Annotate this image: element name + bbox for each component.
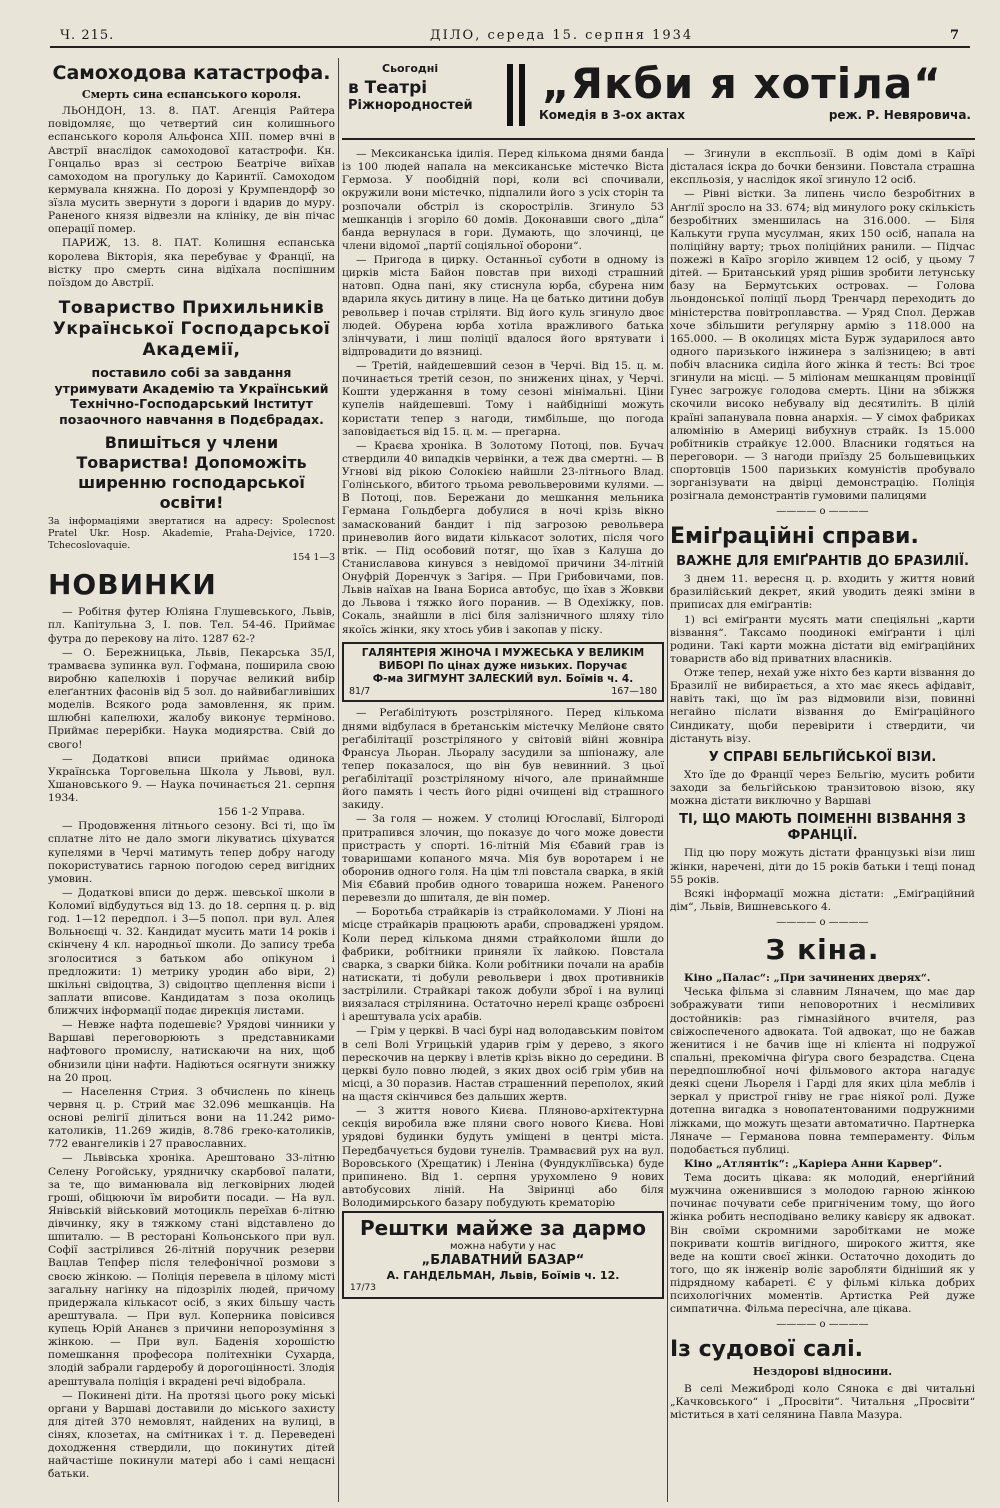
article-paragraph: ПАРИЖ, 13. 8. ПАТ. Колишня еспанська королева Вікторія, яка перебуває у Франції, на вістку про смерть сина відїхала поспішним поїздом до Австрії.: [48, 237, 335, 289]
news-item: — Рівні вістки. За липень число безробітних в Анґлії зросло на 33. 674; від минулого року скількість безробітних зменшилась на 316.000. — Біля Калькути група мусулман, яких 150 осіб, напала на поліційну варту; трьох поліційних ранили. — Підчас пожежі в Каїро згоріло живцем 12 осіб, у цьому 7 дітей. — Британський уряд рішив зробити летунську базу на Бермутських островах. — Голова льондонської поліції льорд Тренчард переходить до міністерства повітроплавства. — Уряд Спол. Держав хоче збільшити реґулярну армію з 118.000 на 165.000. — В околицях міста Бурж зударилося авто одного паризького інжинера з залізницею; в авті побіч власника сиділа його жінка й тесть: Всі троє згинули на місці. — 5 міліонам мешканцям провінції Гунес загрожує голодова смерть. Ціни на збіжжя скочили високо небувалу від десятиліть. В цілій країні запанувала повна анархія. — У сімох фабриках алюмінію в Америці вибухнув страйк. Із 15.000 робітників страйкує 12.000. Власники годяться на переговори. — З нагоди приїзду 25 большевицьких спортовців 1500 паризьких комуністів пробувало зорганізувати на двірці демонстрацію. Поліція розігнала демонстрантів гумовими палицями: [670, 188, 975, 503]
headline-car-crash: Самоходова катастрофа.: [52, 62, 331, 84]
ad-code: 17/73: [350, 1283, 376, 1294]
news-item: — З життя нового Києва. Пляново-архітектурна секція виробила вже пляни свого нового Києва. Нові урядові будинки будуть уміщені в центрі міста. Передбачується будови тунелів. Трамваєвий рух на вул. Воровського (Хрещатик) і Леніна (Фундуклїївська) буде припинено. Від 1. серпня урухомлено 9 нових автобусових ліній. На Звіринці або біля Володимирського базару побудують крематорію: [342, 1105, 664, 1210]
subheadline-car-crash: Смерть сина еспанського короля.: [81, 87, 302, 101]
news-item: — Третій, найдешевший сезон в Черчі. Від 15. ц. м. починається третій сезон, по знижених цінах, у Черчі. Кошти удержання в тому сезоні мінімальні. Ціни купелів найдешевші. Тому і найбідніші можуть користати тепер з нагоди, тимбільше, що погода заповідається від 15. ц. м. — прегарна.: [342, 360, 664, 438]
society-ad: [48, 298, 335, 564]
news-item: — Пригода в цирку. Останньої суботи в одному із цирків міста Байон повстав при виході страшний натовп. Одна пані, яку стиснула юрба, сбурена ним вдарила якусь дитину в лице. На це батько дитини добув револьвер і почав стріляти. Від його куль згинуло двоє людей. Обурена юрба хотіла вражливого батька злінчувати, і лиш поліції вдалося його врятувати і відпровадити до вязниці.: [342, 254, 664, 358]
news-item: — Додаткові вписи до держ. шевської школи в Коломиї відбудуться від 13. до 18. серпня ц. р. від год. 1—12 передпол. і 3—5 попол. при вул. Алея Вольноєщі ч. 32. Кандидат мусить мати 14 років і скінчену 4 кл. народньої школи. До запису треба зголоситися з батьком або опікуном і предложити: 1) метрику уродин або віри, 2) шкільні свідоцтва, 3) свідоцтво щеплення віспи і заплати вписове. Кандидатам з поза околиць ближчих інформації подає дирекція листами.: [48, 886, 335, 1017]
society-mission: поставило собі за завдання утримувати Академію та Український Технічно-Господарський Інститут позаочного навчання в Подєбрадах.: [54, 365, 329, 427]
column-left: [48, 58, 335, 1502]
society-name: Товариство Прихильників Української Господарської Академії,: [52, 297, 331, 361]
ad-address: А. ГАНДЕЛЬМАН, Львів, Боїмів ч. 12.: [386, 1269, 620, 1283]
ad-shop-name: „БЛАВАТНИЙ БАЗАР“: [421, 1253, 585, 1269]
news-item: — Згинули в експльозії. В одім домі в Каїрі дісталася іскра до бочки бензини. Повстала страшна експльозія, у наслідок якої згинуло 12 осіб.: [670, 148, 975, 187]
news-item: — Краєва хроніка. В Золотому Потоці, пов. Бучач ствердили 40 випадків червінки, а теж два смертні. — В Угнові від рікою Солокією найшли 23-літнього Влад. Голінського, вбитого трьома револьверовими кулями. — В Потоці, пов. Бережани до мешкання мельника Германа Гольдберга добулися в ночі крізь вікно замаскований бандит і під загрозою револьвера приневолив його видати кількасот золотих, після чого втік. — Під особовий потяг, що їхав з Калуша до Станиславова кинувся з невідомої причини 34-літній Онуфрій Доренчук з Загіря. — При Грибовичами, пов. Львів наїхав на Івана Бориса автобус, що їхав з Жовкви до Львова і тяжко його поранив. — В Одехіжку, пов. Сокаль, знайшли в лісі біля залізничного шляху тіло якоїсь жінки, яку хтось убив і закопав у піску.: [342, 439, 664, 636]
issue-number: Ч. 215.: [60, 28, 115, 43]
cinema-title: Кіно „Палас“: „При зачинених дверях“.: [684, 972, 931, 985]
society-code: 154 1—3: [292, 551, 335, 563]
news-item: — Населення Стрия. З обчислень по кінець червня ц. р. Стрий має 32.096 мешканців. На основі релігії ділиться вони на 11.242 римо-католиків, 11.269 жидів, 8.786 греко-католиків, 772 евангеликів і 27 православних.: [48, 1085, 335, 1151]
society-call: Впишіться у члени Товариства! Допоможіть ширенню господарської освіти!: [76, 433, 307, 512]
news-item: — Додаткові вписи приймає одинока Українська Торговельна Школа у Львові, вул. Хшановського 9. — Наука починається 21. серпня 1934.: [48, 752, 335, 804]
article-paragraph: В селі Межиброді коло Сянока є дві читальні „Качковського“ і „Просвіти“. Читальня „Просвіти“ міститься в хаті селянина Павла Мазура.: [670, 1382, 975, 1421]
haberdashery-ad: [342, 642, 664, 703]
banner-theatre: в Театрі: [348, 78, 428, 98]
column-divider: [338, 58, 339, 1502]
cinema-heading: З кіна.: [765, 933, 880, 967]
news-item: — Покинені діти. На протязі цього року міські органи у Варшаві доставили до міського захисту для дітей 370 немовлят, найдених на вулиці, в сінях, клозетах, на смітниках і т. д. Переведені доходження ствердили, що покинутих дітей найчастіше покинули матері або і самі нещасні батьки.: [48, 1389, 335, 1481]
paper-title-date: ДІЛО, середа 15. серпня 1934: [430, 28, 694, 43]
banner-genre: Комедія в 3-ох актах: [539, 108, 685, 122]
article-paragraph: Отже тепер, нехай уже ніхто без карти візвання до Бразилії не вибирається, а хто має якесь афідавіт, навіть такі, що їм раз відмовили візи, повинні негайно післати візвання до Еміґраційного Синдикату, щоби перевірити і ствердити, чи дістануть візу.: [670, 667, 975, 745]
ad-headline: Рештки майже за дармо: [359, 1216, 647, 1241]
news-item-signature: 156 1-2 Управа.: [217, 806, 305, 819]
cinema-title: Кіно „Атлянтік“: „Каріера Анни Карвер“.: [684, 1157, 943, 1170]
ad-code-left: 81/7: [349, 685, 371, 697]
article-paragraph: ЛЬОНДОН, 13. 8. ПАТ. Агенція Райтера повідомляє, що четвертий син колишнього еспанського короля Альфонса XIII. помер вчні в Австрії внаслідок самоходової катастрофи. Кн. Гонцальо враз зі сестрою Беатріче виїхав самоходом на прогульку до Каринтії. Самоходом кермувала княжна. По дорозі у Крумпендорф зо зїзла мусить звернути з дороги і вдарив до муру. Раненого князя відвезли на клініку, де він пічас операції помер.: [48, 105, 335, 236]
column-middle: [342, 148, 664, 1502]
ad-line: Ф-ма ЗИГМУНТ ЗАЛЕСКИЙ вул. Боїмів ч. 4.: [372, 672, 634, 685]
emigration-subheading: ВАЖНЕ ДЛЯ ЕМІҐРАНТІВ ДО БРАЗИЛІЇ.: [676, 554, 969, 570]
article-paragraph: 1) всі еміґранти мусять мати спеціяльні „карти візвання“. Таксамо поодинокі еміґранти і цілі родини. Такі карти можна дістати від еміґраційних товариств або від приватних власників.: [670, 613, 975, 665]
news-item: — Боротьба страйкарів із страйколомами. У Ліоні на місце страйкарів працюють араби, спроваджені урядом. Коли перед кількома днями страйколоми йшли до фабрики, робітники приняли їх лайкою. Повстала сварка, з сварки бійка. Коли робітники почали на арабів натискати, ті добули револьвери і двох противників застрілили. Страйкарі також добули зброї і на вулиці виязалася стрілянина. Остаточно нерелі кращє озброєні і арештувала усіх арабів.: [342, 906, 664, 1024]
ad-line: можна набути у нас: [449, 1240, 557, 1252]
ad-code-right: 167—180: [611, 685, 657, 697]
emigration-subheading: ТІ, ЩО МАЮТЬ ПОІМЕННІ ВІЗВАННЯ З ФРАНЦІЇ.: [679, 812, 966, 844]
news-item: — Робітня футер Юліяна Глушевського, Львів, пл. Капітульна 3, І. пов. Тел. 54-46. Приймає футра до перекову на літо. 1287 62-?: [48, 606, 335, 645]
ornament-divider: ———— o ————: [776, 1319, 869, 1331]
bazaar-ad: [342, 1211, 664, 1299]
article-paragraph: Чеська фільма зі славним Ляначем, що має дар зображувати типи неповоротних і несміливих достойників: раз гімназійного вчителя, раз свіжоспеченого адвоката. Той адвокат, що не бажав женитися і не бачив іще ні клієнта ні подружої спальні, прекомічна фіґура свого безрадства. Сцена передпошлюбної ночі фільмового актора нагадує деякі сцени Льореля і Гарді для яких ціла меблів і зеркал у пристрої гніву не грає ніякої ролі. Дуже дотепна вигадка з новопатентованими подружними ліжками, що можуть щезати автоматично. Партнерка Ляначе — Германова повна темпераменту. Фільм подобається публиці.: [670, 986, 975, 1156]
court-subheading: Нездорові відносини.: [752, 1365, 893, 1379]
column-right: [670, 148, 975, 1502]
banner-venue: Ріжнородностей: [348, 98, 473, 113]
article-paragraph: Під цю пору можуть дістати французькі візи лиш жінки, наречені, діти до 15 років батьки і тещі понад 55 років.: [670, 847, 975, 886]
article-paragraph: Хто їде до Франції через Бельгію, мусить робити заходи за бельгійською транзитовою візою, яку можна дістати виключно у Варшаві: [670, 768, 975, 808]
news-item: — Продовження літнього сезону. Всі ті, що їм сплатне літо не дало змоги лікуватись ціхуватся купелями в Черчі матимуть тепер добру нагоду покористуватись гарною погодою серед вигідних умовин.: [48, 820, 335, 885]
emigration-subheading: У СПРАВІ БЕЛЬГІЙСЬКОЇ ВІЗИ.: [708, 749, 937, 765]
news-item: — Мексиканська ідилія. Перед кількома днями банда із 100 людей напала на мексиканське містечко Віста Гермоза. У пообідній порі, коли всі спочивали, окружили вони містечко, підпалили його з усіх сторін та розпочали обстріл із скорострілів. Згинуло 53 мешканців і згоріло 60 домів. Доконавши свого „діла“ банда вернулася в гори. Думають, що злочинці, це члени відомої „партії соціяльної оборони“.: [342, 148, 664, 252]
news-item: — Невже нафта подешевіє? Урядові чинники у Варшаві переговорюють з представниками нафтового промислу, натискаючи на них, щоб обнизили ціни нафти. Надіються осягнути знижку на 20 проц.: [48, 1019, 335, 1084]
article-paragraph: З днем 11. вересня ц. р. входить у життя новий бразилійський декрет, який уводить деякі зміни в приписах для еміґрантів:: [670, 573, 975, 612]
ad-line: ГАЛЯНТЕРІЯ ЖІНОЧА І МУЖЕСЬКА У ВЕЛИКІМ ВИБОРІ По цінах дуже низьких. Поручає: [361, 646, 645, 672]
banner-play-title: „Якби я хотіла“: [542, 59, 942, 108]
theatre-banner: [342, 58, 975, 140]
article-paragraph: Тема досить цікава: як молодий, енерґійний мужчина оженившися з молодою гарною жінкою починає почувати себе пригніченим тому, що його жінка робить несподівано велику кавієру як адвокат. Він своїми скромними заробітками не може покривати коштів вигідного, широкого життя, яке веде на кошти своєї жінки. Остаточно доходить до того, що як інженір воліє заробляти бідніший як у підрядному кабареті. Є у фільмі кілька добрих психологічних моментів. Артистка Рей дуже симпатична. Фільма пересічна, але цікава.: [670, 1172, 975, 1316]
page-number: 7: [949, 28, 960, 43]
ornament-divider: ———— o ————: [776, 917, 869, 929]
news-item: — О. Бережницька, Львів, Пекарська 35/І, трамваєва зупинка вул. Гофмана, поширила свою виробню капелюхів і поручає великий вибір елеґантних фасонів від 5 зол. до найвибагливіших моделів. Всякого рода замовлення, як прим. шлюбні капелюхи, жалобу виконує терміново. Приймає перерібки. Наука модиярства. Свій до свого!: [48, 646, 335, 751]
column-divider: [667, 148, 668, 1502]
news-item: — Грім у церкві. В часі бурі над володавським повітом в селі Волі Угрицькій ударив грім у дерево, з якого перескочив на церкву і влетів крізь вікно до середини. В церкві було повно людей, з яких двох осіб грім убив на місці, а 30 поразив. Настав страшенний переполох, який на щастя скінчився без дальших жертв.: [342, 1025, 664, 1104]
banner-today: Сьогодні: [382, 62, 439, 75]
emigration-heading: Еміґраційні справи.: [670, 523, 919, 549]
court-heading: Із судової салі.: [670, 1336, 864, 1362]
news-item: — Реґабілітують розстріляного. Перед кількома днями відбулася в бретанськім містечку Мелйоне свято реґабілітації розстріляного у світовій війні жовніра Франсуа Льоран. Льоралу засудили за шпіонажу, але тепер показалося, що він був невинний. З цьої реґабілітації розстріляному нічого, але принаймнше його память і честь його рідні очищені від страшного закиду.: [342, 707, 664, 812]
article-paragraph: Всякі інформації можна дістати: „Еміґраційний дім“, Львів, Вишневського 4.: [670, 887, 975, 913]
news-item: — За голя — ножем. У столиці Югославії, Білгороді притрапився злочин, що показує до чого може довести пристрасть у спорті. 16-літній Мія Єбавий грав із товаришами копаного мяча. Мія був воротарем і не оборонив одного голя. На цім тлі повстала сварка, в якій Мія Єбавий пробив одного товариша ножем. Раненого перевезли до шпиталя, де він помер.: [342, 813, 664, 905]
masthead: [50, 26, 970, 48]
ornament-divider: ———— o ————: [776, 506, 869, 518]
news-item: — Львівська хроніка. Арештовано 33-літню Селену Рогойську, урядничку скарбової палати, за те, що виманювала від легковірних людей гроші, обіцюючи їм виробити посади. — На вул. Янівській військовий мотоцикль переїхав 6-літню дівчинку, яку в тяжкому стані відставлено до шпиталю. — В ресторані Кольонського при вул. Софії застрілився 26-літній поручник резерви Вацлав Тепфер після телефонічної розмови з своєю жінкою. — Поліція перевела в цілому місті загальну нагінку на підозріліх людей, причому придержала кількасот осіб, з яких більшу часть арештувала. — При вул. Коперника повісився купець Юрій Ананєв з причини непорозуміння з жінкою. — При вул. Баденія хорошістю помешкання професора політехніки Сухарда, злодій забрали гардеробу й дорогоцінності. Злодія арештувала поліція і вкрадені речі відобрала.: [48, 1152, 335, 1388]
banner-director: реж. Р. Невяровича.: [828, 108, 971, 122]
society-address: За інформаціями звертатися на адресу: Spolecnost Pratel Ukr. Hosp. Akademie, Praha-Dejvice, 1720. Tchecoslovaquie.: [48, 516, 335, 551]
news-section-heading: НОВИНКИ: [48, 567, 217, 601]
banner-bars-ornament: [507, 64, 525, 126]
